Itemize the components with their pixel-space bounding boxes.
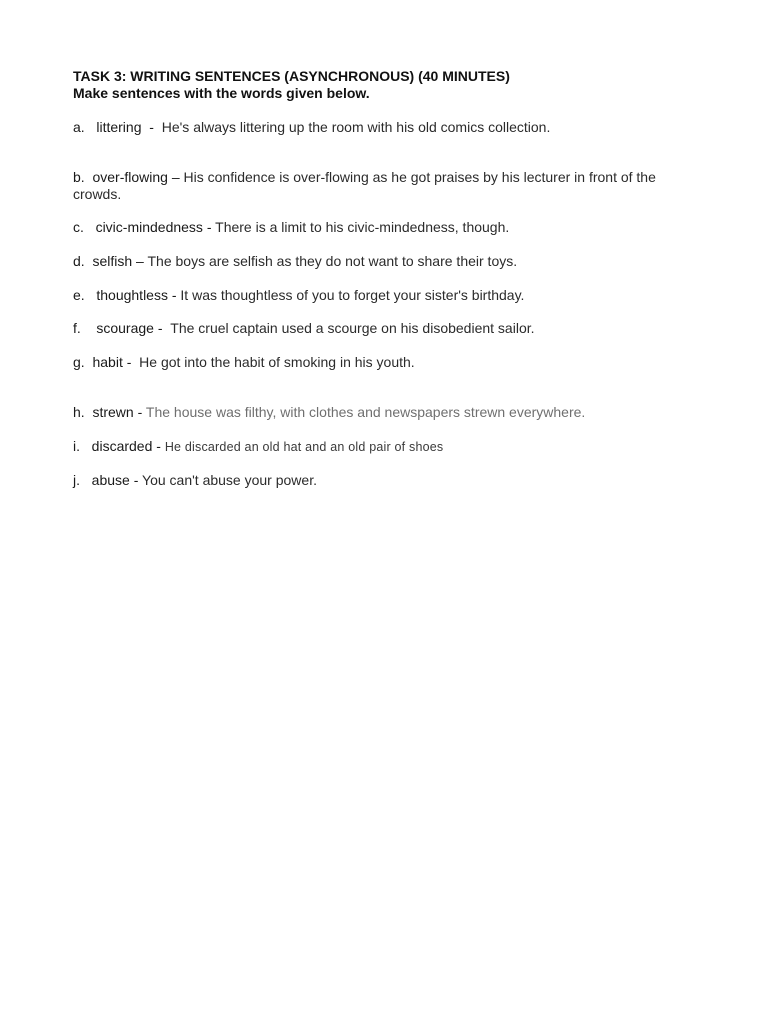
item-word: scourage — [96, 320, 154, 336]
item-letter: b. — [73, 169, 85, 185]
list-item-f — [73, 320, 703, 337]
list-item-i — [73, 438, 703, 456]
item-letter: j. — [73, 472, 80, 488]
item-sentence: He got into the habit of smoking in his youth. — [139, 354, 415, 370]
item-sentence: His confidence is over-flowing as he got praises by his lecturer in front of the crowds. — [73, 169, 656, 202]
item-letter: e. — [73, 287, 85, 303]
list-item-a — [73, 119, 703, 136]
item-separator: - — [133, 472, 139, 488]
item-separator: - — [157, 320, 163, 336]
item-sentence: He discarded an old hat and an old pair of shoes — [164, 440, 444, 454]
item-letter: a. — [73, 119, 85, 135]
task-instructions: Make sentences with the words given below. — [73, 85, 370, 101]
list-item-d — [73, 253, 703, 270]
item-word: over-flowing — [92, 169, 168, 185]
item-word: strewn — [92, 404, 134, 420]
item-separator: – — [136, 253, 144, 269]
item-letter: d. — [73, 253, 85, 269]
list-item-j — [73, 472, 703, 489]
item-separator: - — [171, 287, 177, 303]
item-word: littering — [96, 119, 142, 135]
item-word: discarded — [91, 438, 153, 454]
item-letter: g. — [73, 354, 85, 370]
item-letter: i. — [73, 438, 80, 454]
item-separator: - — [206, 219, 212, 235]
list-item-b — [73, 169, 703, 203]
item-separator: – — [171, 169, 180, 185]
item-word: civic-mindedness — [95, 219, 203, 235]
list-item-e — [73, 287, 703, 304]
document-content — [73, 68, 703, 488]
item-separator: - — [156, 438, 161, 454]
item-word: selfish — [92, 253, 133, 269]
item-sentence: The cruel captain used a scourge on his disobedient sailor. — [170, 320, 535, 336]
item-sentence: He's always littering up the room with his old comics collection. — [161, 119, 551, 135]
item-letter: f. — [73, 320, 81, 336]
task-title: TASK 3: WRITING SENTENCES (ASYNCHRONOUS) (40 MINUTES) — [73, 68, 510, 84]
list-item-h — [73, 404, 703, 421]
item-separator: - — [126, 354, 132, 370]
list-item-c — [73, 219, 703, 236]
item-sentence: The boys are selfish as they do not want to share their toys. — [147, 253, 518, 269]
list-item-g — [73, 354, 703, 371]
item-word: abuse — [91, 472, 130, 488]
item-word: habit — [92, 354, 123, 370]
item-separator: - — [149, 119, 154, 135]
item-separator: - — [137, 404, 143, 420]
item-sentence: The house was filthy, with clothes and newspapers strewn everywhere. — [145, 404, 586, 420]
item-letter: c. — [73, 219, 84, 235]
item-sentence: It was thoughtless of you to forget your sister's birthday. — [180, 287, 525, 303]
item-sentence: You can't abuse your power. — [142, 472, 317, 488]
item-letter: h. — [73, 404, 85, 420]
item-sentence: There is a limit to his civic-mindedness, though. — [215, 219, 510, 235]
item-word: thoughtless — [96, 287, 168, 303]
